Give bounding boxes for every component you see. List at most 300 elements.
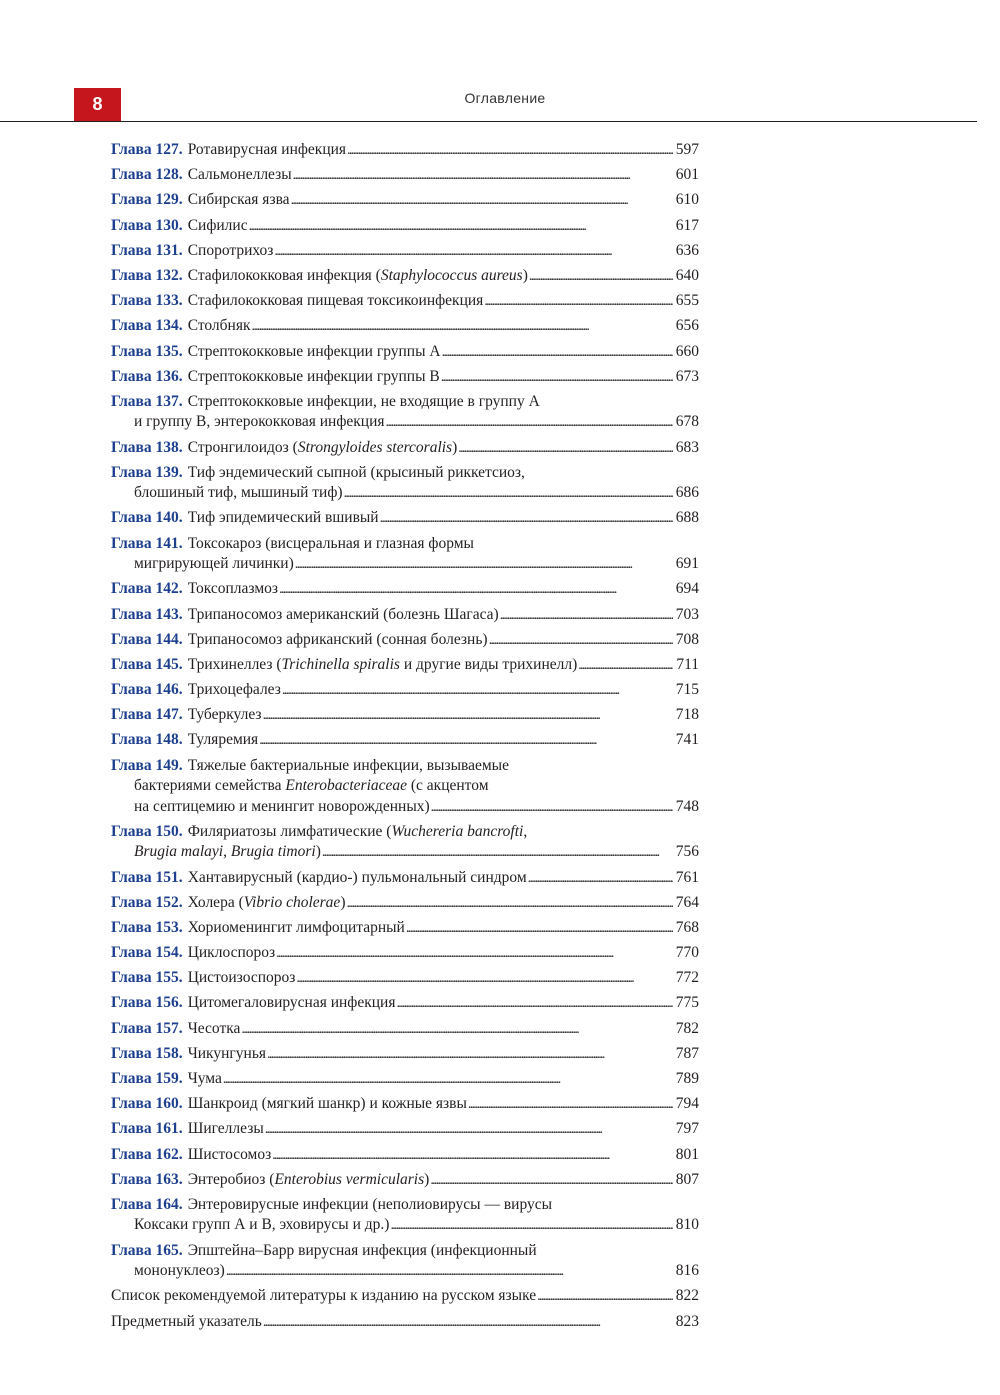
page-ref: 794 xyxy=(675,1095,699,1113)
toc-entry[interactable] xyxy=(111,1195,699,1237)
title-text: Споротрихоз xyxy=(187,241,274,259)
latin-name: Brugia timori xyxy=(230,843,316,861)
title-text: Энтеробиоз ( xyxy=(187,1170,275,1188)
toc-line xyxy=(111,630,699,652)
toc-line xyxy=(111,190,699,212)
chapter-label: Глава 142. xyxy=(111,580,183,598)
dot-leader xyxy=(293,165,673,187)
chapter-label: Глава 151. xyxy=(111,868,183,886)
toc-line xyxy=(111,797,699,819)
page-ref: 703 xyxy=(675,605,699,623)
toc-line xyxy=(111,508,699,530)
page-ref: 807 xyxy=(675,1170,699,1188)
title-text: Эпштейна–Барр вирусная инфекция (инфекционный xyxy=(187,1241,537,1259)
page-ref: 601 xyxy=(675,166,699,184)
dot-leader xyxy=(441,367,673,389)
dot-leader xyxy=(274,241,672,263)
chapter-title xyxy=(188,1019,241,1040)
chapter-title xyxy=(134,842,321,863)
chapter-title xyxy=(188,1119,264,1140)
title-text: Цитомегаловирусная инфекция xyxy=(187,994,396,1012)
page-ref: 691 xyxy=(675,555,699,573)
chapter-label: Глава 146. xyxy=(111,681,183,699)
title-text: Туляремия xyxy=(187,731,259,749)
chapter-title xyxy=(188,291,484,312)
toc-entry[interactable] xyxy=(111,367,699,389)
dot-leader xyxy=(223,1069,673,1091)
dot-leader xyxy=(276,943,673,965)
toc-line xyxy=(111,483,699,505)
chapter-title xyxy=(111,1286,536,1307)
chapter-title xyxy=(134,797,430,818)
page-ref: 711 xyxy=(676,655,699,673)
toc-line xyxy=(111,1145,699,1167)
toc-line xyxy=(111,605,699,627)
toc-entry[interactable] xyxy=(111,1241,699,1283)
toc-entry[interactable] xyxy=(111,392,699,434)
toc-entry[interactable] xyxy=(111,705,699,727)
chapter-title xyxy=(134,554,294,575)
chapter-title xyxy=(188,165,292,186)
toc-line xyxy=(111,993,699,1015)
toc-line xyxy=(111,655,699,677)
toc-line xyxy=(111,1069,699,1091)
chapter-title xyxy=(188,1094,467,1115)
title-text: Шистосомоз xyxy=(187,1145,272,1163)
toc-entry[interactable] xyxy=(111,342,699,364)
page-ref: 688 xyxy=(675,509,699,527)
title-text: Тиф эпидемический вшивый xyxy=(187,509,379,527)
chapter-title xyxy=(188,822,528,843)
page-ref: 797 xyxy=(675,1120,699,1138)
page-ref: 772 xyxy=(675,969,699,987)
title-text: Хориоменингит лимфоцитарный xyxy=(187,918,405,936)
title-text: Шанкроид (мягкий шанкр) и кожные язвы xyxy=(187,1095,467,1113)
toc-entry[interactable] xyxy=(111,822,699,864)
toc-line xyxy=(111,756,699,777)
dot-leader xyxy=(346,893,672,915)
toc-line xyxy=(111,822,699,843)
title-text: Филяриатозы лимфатические ( xyxy=(187,822,392,840)
toc-line xyxy=(111,316,699,338)
toc-entry[interactable] xyxy=(111,1145,699,1167)
chapter-title xyxy=(188,241,274,262)
title-text: Чума xyxy=(187,1070,222,1087)
title-text: Токсокароз (висцеральная и глазная формы xyxy=(187,534,474,552)
chapter-title xyxy=(134,1215,389,1236)
dot-leader xyxy=(578,655,673,677)
chapter-label: Глава 150. xyxy=(111,822,183,840)
title-text: Стронгилоидоз ( xyxy=(187,438,298,456)
dot-leader xyxy=(344,483,673,505)
toc-line xyxy=(111,412,699,434)
latin-name: Strongyloides stercoralis xyxy=(297,438,453,456)
toc-line xyxy=(111,1312,699,1334)
title-text: блошиный тиф, мышиный тиф) xyxy=(134,484,343,502)
title-text: Тиф эндемический сыпной (крысиный риккетсиоз, xyxy=(187,463,525,481)
dot-leader xyxy=(291,190,673,212)
toc-line xyxy=(111,730,699,752)
toc-entry[interactable] xyxy=(111,291,699,313)
toc-entry[interactable] xyxy=(111,1094,699,1116)
latin-name: Enterobacteriaceae xyxy=(285,777,408,795)
dot-leader xyxy=(380,508,673,530)
chapter-title xyxy=(188,680,281,701)
dot-leader xyxy=(431,797,673,819)
chapter-label: Глава 154. xyxy=(111,944,183,962)
toc-line xyxy=(111,1094,699,1116)
toc-entry[interactable] xyxy=(111,1286,699,1308)
chapter-label: Глава 165. xyxy=(111,1241,183,1259)
chapter-title xyxy=(188,868,527,889)
toc-line xyxy=(111,392,699,413)
toc-entry[interactable] xyxy=(111,993,699,1015)
page-ref: 787 xyxy=(675,1044,699,1062)
page-ref: 656 xyxy=(675,317,699,335)
chapter-title xyxy=(188,367,440,388)
chapter-title xyxy=(188,579,278,600)
chapter-title xyxy=(188,266,528,287)
dot-leader xyxy=(489,630,673,652)
title-text: Шигеллезы xyxy=(187,1120,264,1138)
toc-line xyxy=(111,705,699,727)
title-text: (с акцентом xyxy=(407,777,489,795)
chapter-label: Глава 131. xyxy=(111,241,183,259)
toc-entry[interactable] xyxy=(111,630,699,652)
toc-line xyxy=(111,1170,699,1192)
toc-line xyxy=(111,776,699,797)
chapter-title xyxy=(188,993,396,1014)
toc-entry[interactable] xyxy=(111,140,699,162)
latin-name: Staphylococcus aureus xyxy=(380,266,523,284)
page-ref: 640 xyxy=(675,266,699,284)
page-ref: 748 xyxy=(675,797,699,815)
chapter-label: Глава 137. xyxy=(111,392,183,410)
chapter-label: Глава 155. xyxy=(111,969,183,987)
toc-line xyxy=(111,842,699,864)
dot-leader xyxy=(267,1044,673,1066)
toc-entry[interactable] xyxy=(111,1069,699,1091)
toc-entry[interactable] xyxy=(111,1119,699,1141)
toc-line xyxy=(111,1019,699,1041)
title-text: ) xyxy=(424,1170,430,1188)
page-header xyxy=(0,88,1000,124)
dot-leader xyxy=(529,266,673,288)
chapter-label: Глава 161. xyxy=(111,1120,183,1138)
chapter-label: Глава 140. xyxy=(111,509,183,527)
page-ref: 708 xyxy=(675,630,699,648)
chapter-title xyxy=(134,776,489,797)
title-text: ) xyxy=(522,266,528,284)
running-title: Оглавление xyxy=(464,90,546,106)
chapter-label: Глава 128. xyxy=(111,166,183,184)
page-ref: 822 xyxy=(675,1287,699,1305)
toc-entry[interactable] xyxy=(111,508,699,530)
title-text: бактериями семейства xyxy=(134,777,286,795)
dot-leader xyxy=(265,1119,673,1141)
chapter-label: Глава 164. xyxy=(111,1195,183,1213)
page-ref: 597 xyxy=(675,141,699,158)
chapter-title xyxy=(188,463,525,484)
dot-leader xyxy=(241,1019,672,1041)
chapter-label: Глава 152. xyxy=(111,893,183,911)
toc-entry[interactable] xyxy=(111,463,699,505)
page-ref: 761 xyxy=(675,868,699,886)
chapter-label: Глава 162. xyxy=(111,1145,183,1163)
toc-entry[interactable] xyxy=(111,968,699,990)
chapter-label: Глава 147. xyxy=(111,706,183,724)
page-ref: 782 xyxy=(675,1019,699,1037)
page-ref: 741 xyxy=(675,731,699,749)
toc-line xyxy=(111,438,699,460)
toc-entry[interactable] xyxy=(111,316,699,338)
title-text: Сальмонеллезы xyxy=(187,166,292,184)
chapter-title xyxy=(188,605,499,626)
title-text: Чесотка xyxy=(187,1019,241,1037)
toc-entry[interactable] xyxy=(111,438,699,460)
toc-entry[interactable] xyxy=(111,1044,699,1066)
toc-entry[interactable] xyxy=(111,1312,699,1334)
dot-leader xyxy=(458,438,672,460)
chapter-title xyxy=(188,438,458,459)
latin-name: Vibrio cholerae xyxy=(243,893,341,911)
chapter-label: Глава 130. xyxy=(111,216,183,234)
chapter-title xyxy=(188,190,290,211)
toc-entry[interactable] xyxy=(111,1019,699,1041)
dot-leader xyxy=(528,868,673,890)
dot-leader xyxy=(296,968,672,990)
chapter-label: Глава 129. xyxy=(111,191,183,209)
chapter-label: Глава 160. xyxy=(111,1095,183,1113)
page-ref: 789 xyxy=(675,1070,699,1087)
dot-leader xyxy=(347,140,673,162)
toc-line xyxy=(111,968,699,990)
chapter-label: Глава 153. xyxy=(111,918,183,936)
toc-line xyxy=(111,579,699,601)
page-ref: 683 xyxy=(675,438,699,456)
page-ref: 686 xyxy=(675,484,699,502)
toc-entry[interactable] xyxy=(111,730,699,752)
title-text: мононуклеоз) xyxy=(134,1262,225,1280)
latin-name: Trichinella spiralis xyxy=(281,655,400,673)
dot-leader xyxy=(500,605,673,627)
title-text: на септицемию и менингит новорожденных) xyxy=(134,797,430,815)
page-number: 8 xyxy=(92,94,103,114)
chapter-title xyxy=(188,630,488,651)
chapter-label: Глава 145. xyxy=(111,655,183,673)
toc-entry[interactable] xyxy=(111,190,699,212)
title-text: Сифилис xyxy=(187,216,248,234)
dot-leader xyxy=(396,993,672,1015)
dot-leader xyxy=(468,1094,673,1116)
toc-entry[interactable] xyxy=(111,893,699,915)
title-text: Туберкулез xyxy=(187,706,262,724)
toc-line xyxy=(111,1215,699,1237)
title-text: Энтеровирусные инфекции (неполиовирусы — вирусы xyxy=(187,1195,553,1213)
dot-leader xyxy=(282,680,673,702)
toc-entry[interactable] xyxy=(111,165,699,187)
title-text: мигрирующей личинки) xyxy=(134,555,294,573)
page-ref: 764 xyxy=(675,893,699,911)
chapter-title xyxy=(188,392,540,413)
chapter-label: Глава 149. xyxy=(111,756,183,774)
toc-line xyxy=(111,367,699,389)
chapter-title xyxy=(188,1069,222,1090)
title-text: , xyxy=(523,822,528,840)
toc-line xyxy=(111,463,699,484)
toc-line xyxy=(111,554,699,576)
chapter-title xyxy=(188,968,296,989)
chapter-title xyxy=(188,508,379,529)
chapter-title xyxy=(188,705,262,726)
title-text: Циклоспороз xyxy=(187,944,276,962)
page-ref: 823 xyxy=(675,1312,699,1330)
chapter-label: Глава 158. xyxy=(111,1044,183,1062)
dot-leader xyxy=(322,842,673,864)
chapter-title xyxy=(188,216,248,237)
page-ref: 678 xyxy=(675,413,699,431)
title-text: Трихоцефалез xyxy=(187,681,281,699)
chapter-title xyxy=(188,1044,266,1065)
dot-leader xyxy=(252,316,673,338)
toc-line xyxy=(111,918,699,940)
header-rule xyxy=(0,121,977,122)
latin-name: Enterobius vermicularis xyxy=(274,1170,425,1188)
chapter-title xyxy=(188,655,578,676)
chapter-label: Глава 141. xyxy=(111,534,183,552)
page-ref: 770 xyxy=(675,944,699,962)
chapter-title xyxy=(134,412,385,433)
toc-entry[interactable] xyxy=(111,756,699,819)
dot-leader xyxy=(430,1170,672,1192)
title-text: Стрептококковые инфекции, не входящие в группу А xyxy=(187,392,540,410)
chapter-label: Глава 156. xyxy=(111,994,183,1012)
toc-entry[interactable] xyxy=(111,655,699,677)
chapter-label: Глава 135. xyxy=(111,342,183,360)
toc-line xyxy=(111,140,699,162)
title-text: Стафилококковая пищевая токсикоинфекция xyxy=(187,292,484,310)
toc-entry[interactable] xyxy=(111,605,699,627)
dot-leader xyxy=(249,216,673,238)
chapter-label: Глава 144. xyxy=(111,630,183,648)
page-ref: 756 xyxy=(675,843,699,861)
title-text: и группу В, энтерококковая инфекция xyxy=(134,413,385,431)
dot-leader xyxy=(295,554,673,576)
dot-leader xyxy=(263,705,673,727)
page-ref: 715 xyxy=(675,681,699,699)
toc-entry[interactable] xyxy=(111,534,699,576)
page-ref: 816 xyxy=(675,1262,699,1280)
toc-entry[interactable] xyxy=(111,680,699,702)
chapter-title xyxy=(188,918,405,939)
toc-line xyxy=(111,266,699,288)
chapter-label: Глава 163. xyxy=(111,1170,183,1188)
page-ref: 655 xyxy=(675,292,699,310)
page-ref: 636 xyxy=(675,241,699,259)
chapter-title xyxy=(188,316,251,337)
toc-line xyxy=(111,291,699,313)
title-text: Чикунгунья xyxy=(187,1044,267,1062)
chapter-title xyxy=(134,483,343,504)
latin-name: Wuchereria bancrofti xyxy=(391,822,524,840)
toc-line xyxy=(111,1286,699,1308)
chapter-label: Глава 127. xyxy=(111,141,183,158)
toc-line xyxy=(111,1261,699,1283)
title-text: ) xyxy=(452,438,458,456)
dot-leader xyxy=(263,1312,673,1334)
dot-leader xyxy=(279,579,673,601)
title-text: Трихинеллез ( xyxy=(187,655,282,673)
chapter-label: Глава 134. xyxy=(111,317,183,335)
page-ref: 617 xyxy=(675,216,699,234)
chapter-title xyxy=(188,140,346,161)
chapter-title xyxy=(188,1145,272,1166)
title-text: Хантавирусный (кардио-) пульмональный синдром xyxy=(187,868,527,886)
chapter-label: Глава 148. xyxy=(111,731,183,749)
toc-entry[interactable] xyxy=(111,918,699,940)
title-text: Трипаносомоз африканский (сонная болезнь) xyxy=(187,630,488,648)
chapter-title xyxy=(188,1195,552,1216)
toc-entry[interactable] xyxy=(111,1170,699,1192)
chapter-label: Глава 136. xyxy=(111,367,183,385)
title-text: Сибирская язва xyxy=(187,191,290,209)
page-ref: 673 xyxy=(675,367,699,385)
dot-leader xyxy=(226,1261,673,1283)
title-text: Токсоплазмоз xyxy=(187,580,279,598)
title-text: Ротавирусная инфекция xyxy=(187,141,347,158)
toc-line xyxy=(111,1195,699,1216)
toc-line xyxy=(111,216,699,238)
toc-line xyxy=(111,165,699,187)
chapter-label: Глава 133. xyxy=(111,292,183,310)
toc-entry[interactable] xyxy=(111,241,699,263)
dot-leader xyxy=(259,730,673,752)
dot-leader xyxy=(537,1286,673,1308)
chapter-title xyxy=(111,1312,262,1333)
chapter-label: Глава 132. xyxy=(111,266,183,284)
chapter-label: Глава 138. xyxy=(111,438,183,456)
toc-line xyxy=(111,1044,699,1066)
toc-entry[interactable] xyxy=(111,266,699,288)
page-ref: 660 xyxy=(675,342,699,360)
table-of-contents xyxy=(111,140,699,1337)
toc-line xyxy=(111,1119,699,1141)
title-text: ) xyxy=(315,843,321,861)
title-text: Коксаки групп А и В, эховирусы и др.) xyxy=(134,1216,390,1234)
title-text: Стафилококковая инфекция ( xyxy=(187,266,381,284)
toc-entry[interactable] xyxy=(111,579,699,601)
title-text: Предметный указатель xyxy=(111,1312,262,1330)
chapter-title xyxy=(134,1261,225,1282)
toc-line xyxy=(111,893,699,915)
page-ref: 801 xyxy=(675,1145,699,1163)
chapter-title xyxy=(188,756,509,777)
title-text: ) xyxy=(340,893,346,911)
toc-entry[interactable] xyxy=(111,868,699,890)
title-text: Трипаносомоз американский (болезнь Шагаса) xyxy=(187,605,499,623)
dot-leader xyxy=(406,918,673,940)
chapter-title xyxy=(188,342,441,363)
chapter-label: Глава 157. xyxy=(111,1019,183,1037)
title-text: Тяжелые бактериальные инфекции, вызываемые xyxy=(187,756,509,774)
chapter-title xyxy=(188,1170,430,1191)
toc-line xyxy=(111,342,699,364)
toc-line xyxy=(111,1241,699,1262)
toc-line xyxy=(111,868,699,890)
toc-entry[interactable] xyxy=(111,216,699,238)
title-text: Стрептококковые инфекции группы А xyxy=(187,342,441,360)
toc-entry[interactable] xyxy=(111,943,699,965)
